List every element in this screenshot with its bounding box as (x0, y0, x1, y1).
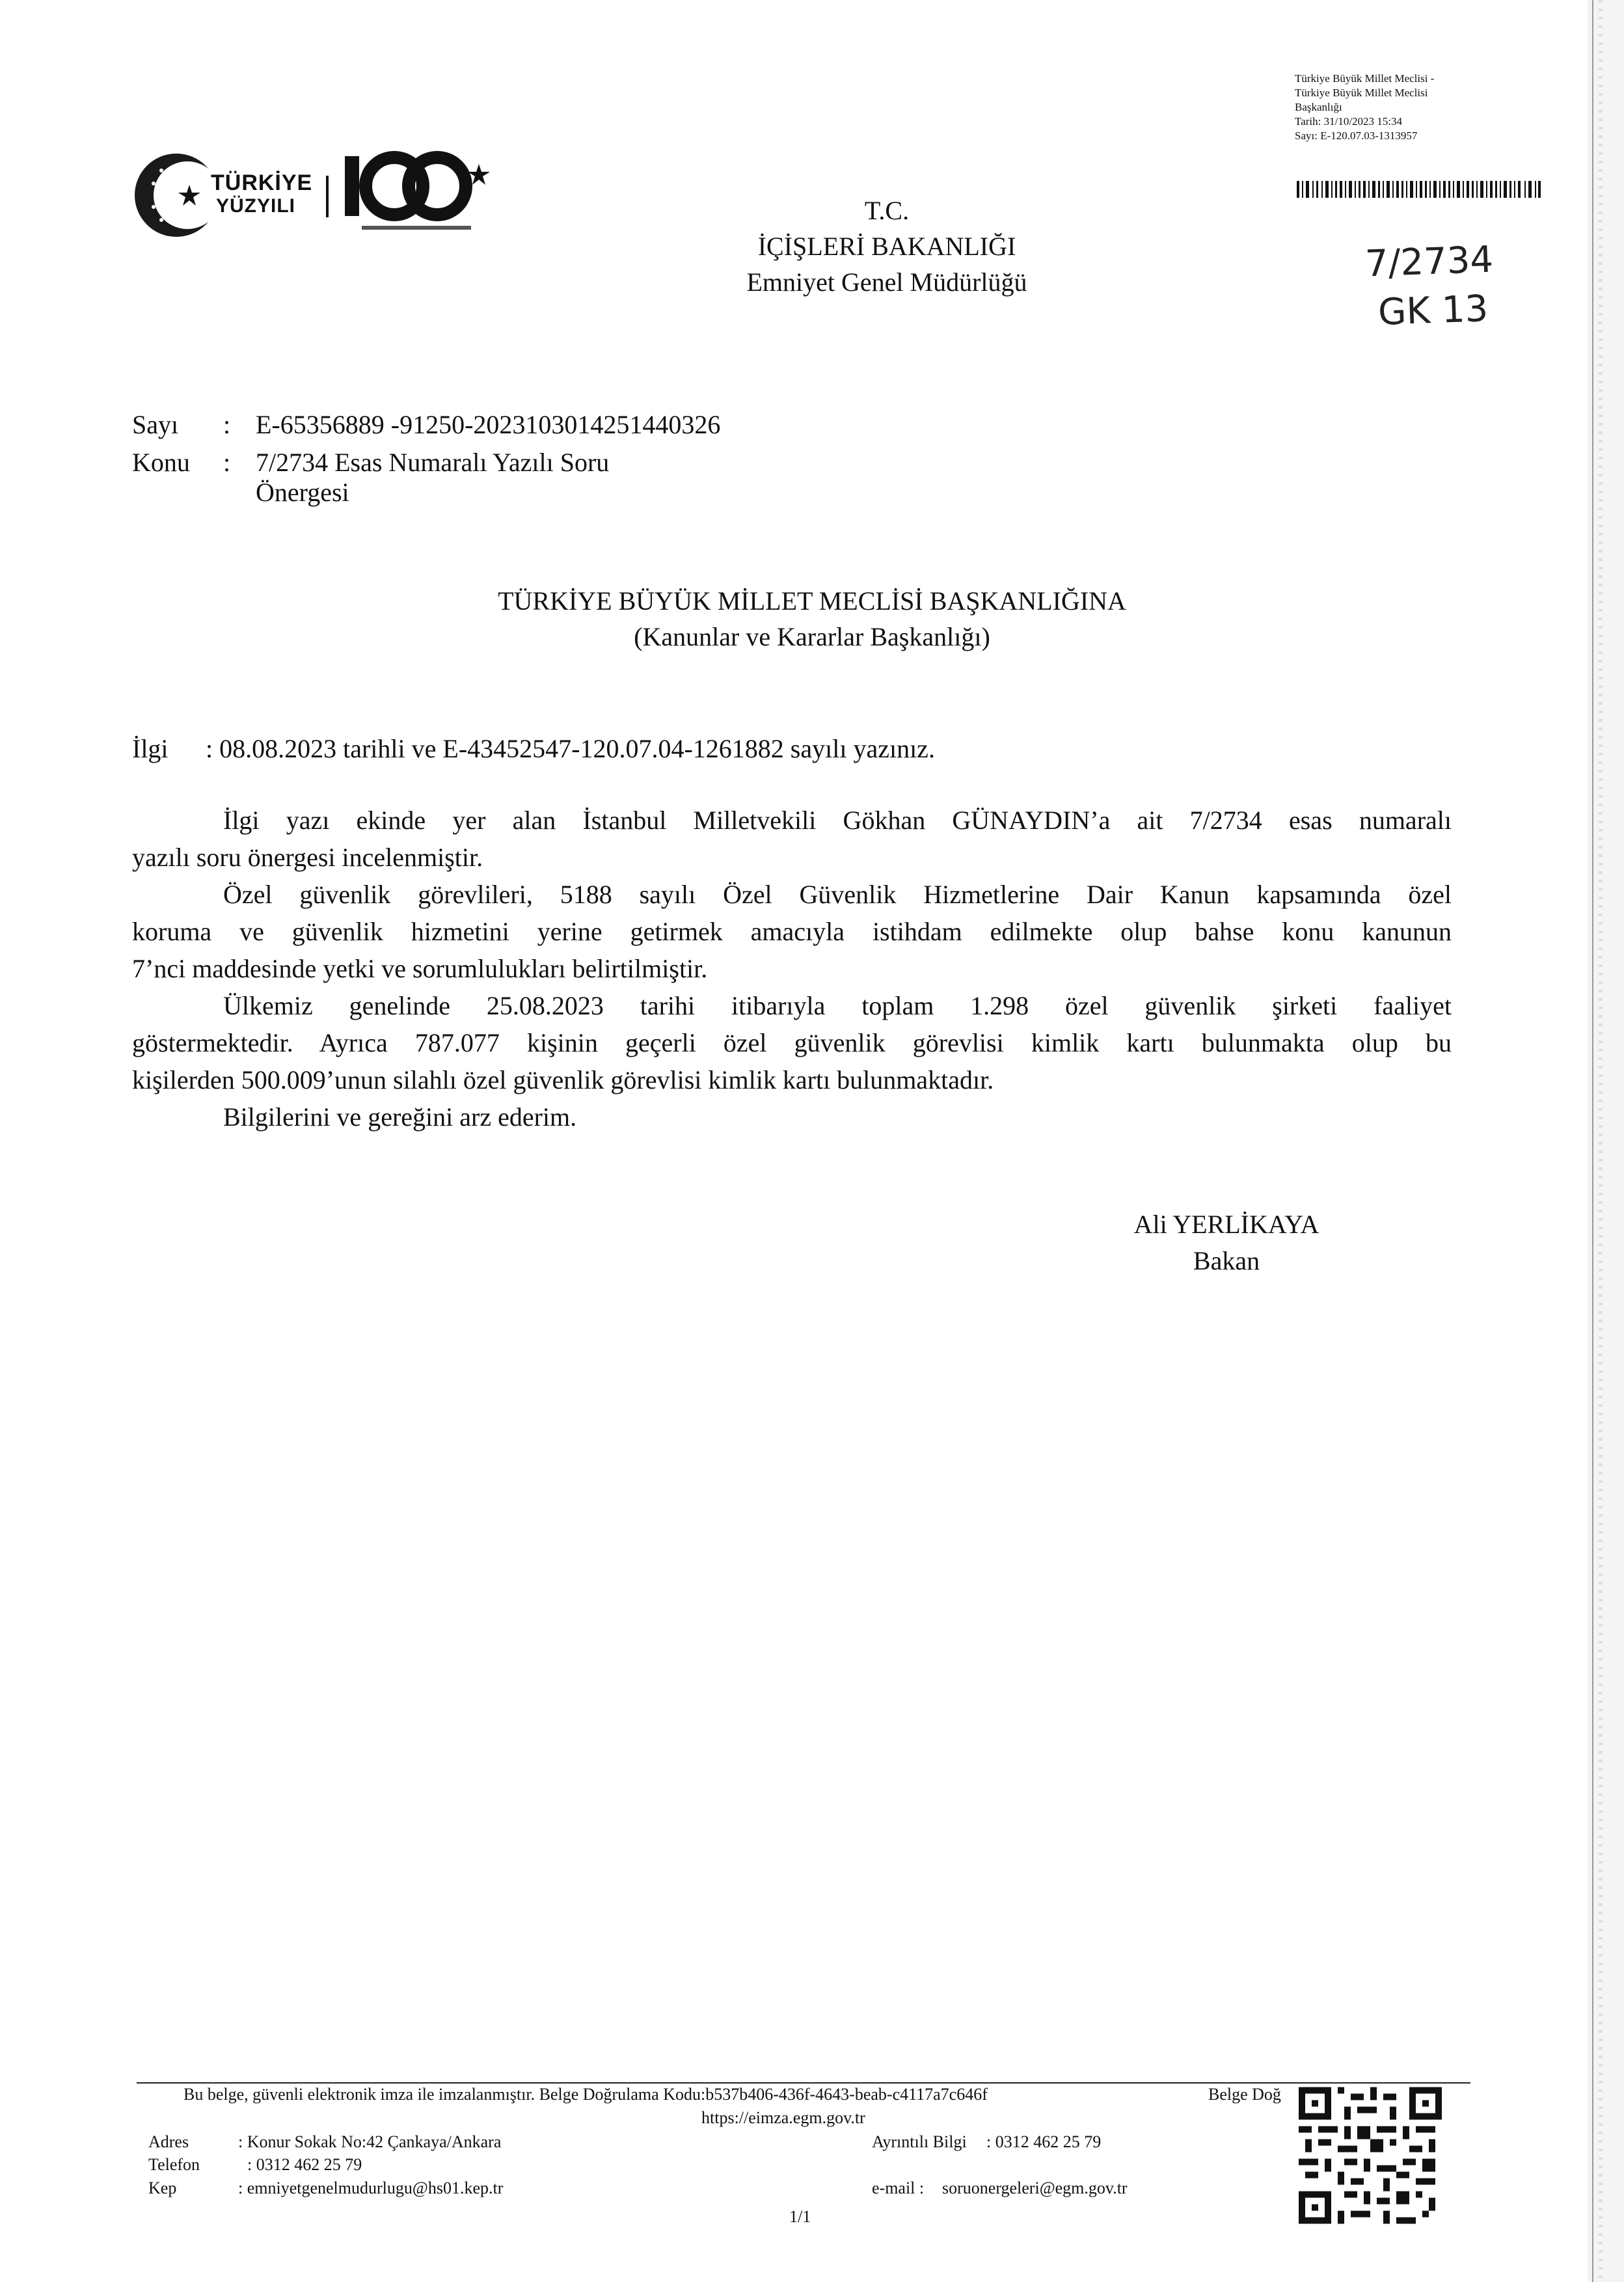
footer-email-label: e-mail : (872, 2179, 925, 2197)
tbmm-receipt-stamp (1295, 72, 1434, 143)
footer-kep-label: Kep (148, 2179, 177, 2197)
footer-adres-value: : Konur Sokak No:42 Çankaya/Ankara (238, 2132, 502, 2151)
body-p4: Bilgilerini ve gereğini arz ederim. (223, 1102, 577, 1132)
body-p3-line2: göstermektedir. Ayrıca 787.077 kişinin geçerli özel güvenlik görevlisi kimlik kartı bulunmakta olup bu (132, 1028, 1452, 1057)
logo-turkiye-text: TÜRKİYE (211, 170, 313, 195)
header-tc: T.C. (864, 196, 910, 225)
konu-colon: : (223, 448, 231, 477)
scan-edge-shadow (1588, 0, 1624, 2282)
konu-value-line-1: 7/2734 Esas Numaralı Yazılı Soru (256, 448, 610, 477)
signatory-title: Bakan (1193, 1246, 1260, 1275)
header-ministry: İÇİŞLERİ BAKANLIĞI (757, 232, 1016, 261)
footer-adres-label: Adres (148, 2132, 189, 2151)
handwritten-reference: 7/2734 (1364, 238, 1495, 286)
logo-yuzyili-text: YÜZYILI (216, 195, 296, 217)
footer-info-value: : 0312 462 25 79 (986, 2132, 1102, 2151)
footer-verify-label: Belge Doğ (1208, 2085, 1281, 2104)
recipient-title: TÜRKİYE BÜYÜK MİLLET MECLİSİ BAŞKANLIĞINA (498, 586, 1126, 616)
sayi-value: E-65356889 -91250-2023103014251440326 (256, 410, 721, 439)
ilgi-line (132, 734, 935, 764)
body-p2-line3: 7’nci maddesinde yetki ve sorumlulukları belirtilmiştir. (132, 954, 708, 983)
body-p2-line1: Özel güvenlik görevlileri, 5188 sayılı Özel Güvenlik Hizmetlerine Dair Kanun kapsamında özel (223, 880, 1452, 909)
konu-value-line-2: Önergesi (256, 478, 349, 507)
konu-label: Konu (132, 448, 190, 477)
konu-line (132, 448, 609, 478)
footer-info-label: Ayrıntılı Bilgi (872, 2132, 967, 2151)
handwritten-code: GK 13 (1377, 288, 1489, 334)
header-department: Emniyet Genel Müdürlüğü (746, 267, 1027, 297)
footer-telefon-label: Telefon (148, 2155, 200, 2174)
footer-telefon-value: : 0312 462 25 79 (247, 2155, 362, 2174)
stamp-line-3: Başkanlığı (1295, 101, 1342, 113)
turkiye-yuzyili-logo (128, 144, 492, 242)
recipient-subtitle: (Kanunlar ve Kararlar Başkanlığı) (634, 622, 990, 651)
letter-body (132, 802, 1452, 1135)
body-p2-line2: koruma ve güvenlik hizmetini yerine getirmek amacıyla istihdam edilmekte olup bahse konu kanunun (132, 917, 1452, 946)
body-p3-line3: kişilerden 500.009’unun silahlı özel güvenlik görevlisi kimlik kartı bulunmaktadır. (132, 1065, 994, 1094)
body-p3-line1: Ülkemiz genelinde 25.08.2023 tarihi itibarıyla toplam 1.298 özel güvenlik şirketi faaliyet (223, 991, 1452, 1020)
sayi-label: Sayı (132, 410, 179, 439)
footer-kep-value: : emniyetgenelmudurlugu@hs01.kep.tr (238, 2179, 504, 2197)
page-number: 1/1 (789, 2207, 811, 2226)
signatory-name: Ali YERLİKAYA (1133, 1210, 1320, 1239)
stamp-line-1: Türkiye Büyük Millet Meclisi - (1295, 72, 1435, 85)
stamp-line-2: Türkiye Büyük Millet Meclisi (1295, 87, 1428, 99)
footer-signature-notice: Bu belge, güvenli elektronik imza ile imzalanmıştır. Belge Doğrulama Kodu:b537b406-436f-4643-beab-c4117a7c646f (183, 2085, 988, 2104)
ilgi-value: : 08.08.2023 tarihli ve E-43452547-120.07.04-1261882 sayılı yazınız. (206, 734, 935, 763)
qr-code-icon (1299, 2085, 1442, 2225)
footer-email-value: soruonergeleri@egm.gov.tr (942, 2179, 1128, 2197)
body-p1-line2: yazılı soru önergesi incelenmiştir. (132, 843, 483, 872)
footer-verify-url[interactable]: https://eimza.egm.gov.tr (701, 2108, 865, 2127)
sayi-colon: : (223, 410, 231, 439)
ilgi-label: İlgi (132, 734, 169, 763)
body-p1-line1: İlgi yazı ekinde yer alan İstanbul Milletvekili Gökhan GÜNAYDIN’a ait 7/2734 esas numaralı (223, 806, 1452, 835)
stamp-line-4: Tarih: 31/10/2023 15:34 (1295, 115, 1403, 128)
stamp-line-5: Sayı: E-120.07.03-1313957 (1295, 129, 1418, 142)
sayi-line (132, 410, 720, 440)
